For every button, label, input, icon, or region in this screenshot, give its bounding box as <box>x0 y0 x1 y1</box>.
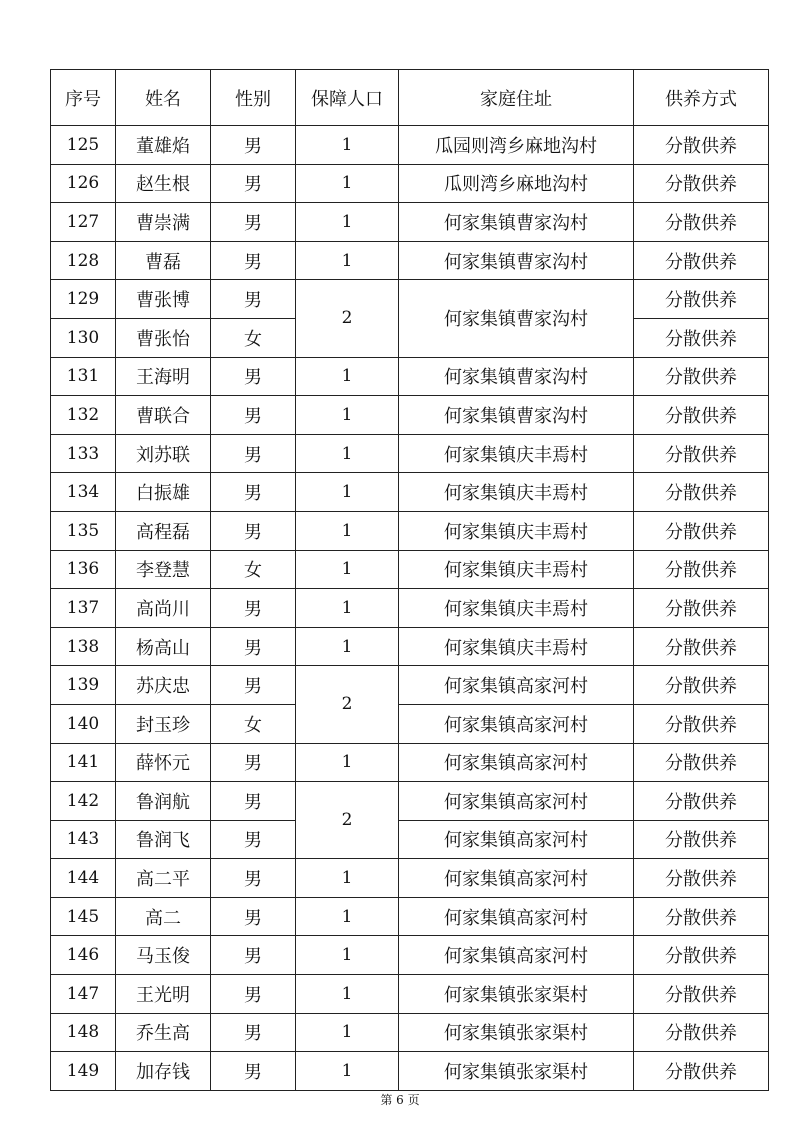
cell-serial-number: 145 <box>51 897 116 936</box>
table-row <box>51 1052 769 1091</box>
cell-gender: 男 <box>211 782 296 821</box>
cell-support-method: 分散供养 <box>634 743 769 782</box>
table-row <box>51 627 769 666</box>
cell-gender: 女 <box>211 704 296 743</box>
table-row <box>51 589 769 628</box>
cell-home-address: 何家集镇曹家沟村 <box>399 241 634 280</box>
cell-home-address: 何家集镇庆丰焉村 <box>399 627 634 666</box>
cell-gender: 男 <box>211 126 296 165</box>
cell-gender: 男 <box>211 203 296 242</box>
table-row <box>51 164 769 203</box>
cell-covered-persons: 2 <box>296 280 399 357</box>
cell-support-method: 分散供养 <box>634 473 769 512</box>
header-serial-number: 序号 <box>51 70 116 126</box>
table-row <box>51 782 769 821</box>
beneficiary-table <box>50 69 769 1091</box>
cell-covered-persons: 1 <box>296 936 399 975</box>
cell-serial-number: 133 <box>51 434 116 473</box>
cell-support-method: 分散供养 <box>634 550 769 589</box>
cell-serial-number: 130 <box>51 318 116 357</box>
cell-covered-persons: 1 <box>296 550 399 589</box>
header-name: 姓名 <box>116 70 211 126</box>
table-row <box>51 897 769 936</box>
cell-home-address: 何家集镇庆丰焉村 <box>399 550 634 589</box>
cell-name: 薛怀元 <box>116 743 211 782</box>
cell-gender: 男 <box>211 434 296 473</box>
table-row <box>51 126 769 165</box>
cell-support-method: 分散供养 <box>634 897 769 936</box>
cell-serial-number: 140 <box>51 704 116 743</box>
cell-support-method: 分散供养 <box>634 704 769 743</box>
cell-name: 加存钱 <box>116 1052 211 1091</box>
cell-serial-number: 135 <box>51 511 116 550</box>
cell-gender: 男 <box>211 473 296 512</box>
cell-gender: 男 <box>211 589 296 628</box>
cell-home-address: 何家集镇张家渠村 <box>399 1013 634 1052</box>
cell-covered-persons: 1 <box>296 627 399 666</box>
cell-serial-number: 147 <box>51 975 116 1014</box>
cell-covered-persons: 1 <box>296 1013 399 1052</box>
cell-support-method: 分散供养 <box>634 126 769 165</box>
cell-covered-persons: 1 <box>296 164 399 203</box>
cell-serial-number: 139 <box>51 666 116 705</box>
cell-home-address: 何家集镇张家渠村 <box>399 1052 634 1091</box>
table-row <box>51 936 769 975</box>
header-home-address: 家庭住址 <box>399 70 634 126</box>
header-gender: 性别 <box>211 70 296 126</box>
cell-serial-number: 143 <box>51 820 116 859</box>
cell-name: 曹联合 <box>116 396 211 435</box>
cell-serial-number: 148 <box>51 1013 116 1052</box>
cell-serial-number: 142 <box>51 782 116 821</box>
cell-gender: 男 <box>211 357 296 396</box>
cell-covered-persons: 2 <box>296 666 399 743</box>
cell-serial-number: 132 <box>51 396 116 435</box>
cell-gender: 男 <box>211 820 296 859</box>
table-row <box>51 666 769 705</box>
cell-home-address: 瓜则湾乡麻地沟村 <box>399 164 634 203</box>
cell-name: 高尚川 <box>116 589 211 628</box>
cell-home-address: 何家集镇高家河村 <box>399 859 634 898</box>
cell-support-method: 分散供养 <box>634 820 769 859</box>
cell-covered-persons: 1 <box>296 434 399 473</box>
table-row <box>51 473 769 512</box>
cell-covered-persons: 1 <box>296 203 399 242</box>
cell-gender: 男 <box>211 1013 296 1052</box>
cell-gender: 男 <box>211 627 296 666</box>
cell-home-address: 何家集镇张家渠村 <box>399 975 634 1014</box>
cell-home-address: 瓜园则湾乡麻地沟村 <box>399 126 634 165</box>
cell-support-method: 分散供养 <box>634 357 769 396</box>
table-row <box>51 357 769 396</box>
cell-covered-persons: 1 <box>296 126 399 165</box>
cell-support-method: 分散供养 <box>634 318 769 357</box>
header-covered-persons: 保障人口 <box>296 70 399 126</box>
cell-covered-persons: 1 <box>296 357 399 396</box>
cell-home-address: 何家集镇曹家沟村 <box>399 357 634 396</box>
cell-covered-persons: 1 <box>296 975 399 1014</box>
cell-serial-number: 137 <box>51 589 116 628</box>
table-header-row <box>51 70 769 126</box>
cell-serial-number: 127 <box>51 203 116 242</box>
table-row <box>51 1013 769 1052</box>
cell-home-address: 何家集镇庆丰焉村 <box>399 434 634 473</box>
cell-gender: 男 <box>211 1052 296 1091</box>
cell-support-method: 分散供养 <box>634 1052 769 1091</box>
cell-home-address: 何家集镇曹家沟村 <box>399 203 634 242</box>
table-row <box>51 820 769 859</box>
cell-support-method: 分散供养 <box>634 1013 769 1052</box>
cell-home-address: 何家集镇曹家沟村 <box>399 280 634 357</box>
page-number: 第 6 页 <box>380 1093 420 1107</box>
cell-support-method: 分散供养 <box>634 434 769 473</box>
table-row <box>51 550 769 589</box>
table-row <box>51 743 769 782</box>
cell-name: 鲁润飞 <box>116 820 211 859</box>
cell-name: 苏庆忠 <box>116 666 211 705</box>
cell-name: 杨高山 <box>116 627 211 666</box>
table-row <box>51 241 769 280</box>
cell-gender: 男 <box>211 396 296 435</box>
cell-support-method: 分散供养 <box>634 859 769 898</box>
table-row <box>51 975 769 1014</box>
cell-gender: 男 <box>211 511 296 550</box>
cell-name: 鲁润航 <box>116 782 211 821</box>
cell-gender: 男 <box>211 280 296 319</box>
cell-home-address: 何家集镇高家河村 <box>399 666 634 705</box>
cell-support-method: 分散供养 <box>634 511 769 550</box>
cell-support-method: 分散供养 <box>634 627 769 666</box>
cell-support-method: 分散供养 <box>634 280 769 319</box>
cell-gender: 男 <box>211 936 296 975</box>
cell-covered-persons: 1 <box>296 743 399 782</box>
header-support-method: 供养方式 <box>634 70 769 126</box>
cell-home-address: 何家集镇高家河村 <box>399 704 634 743</box>
cell-covered-persons: 1 <box>296 589 399 628</box>
cell-serial-number: 138 <box>51 627 116 666</box>
cell-serial-number: 129 <box>51 280 116 319</box>
cell-name: 曹张怡 <box>116 318 211 357</box>
table-row <box>51 203 769 242</box>
cell-support-method: 分散供养 <box>634 241 769 280</box>
table-row <box>51 434 769 473</box>
cell-serial-number: 125 <box>51 126 116 165</box>
cell-home-address: 何家集镇庆丰焉村 <box>399 589 634 628</box>
cell-gender: 男 <box>211 859 296 898</box>
cell-serial-number: 134 <box>51 473 116 512</box>
cell-gender: 女 <box>211 318 296 357</box>
cell-name: 封玉珍 <box>116 704 211 743</box>
cell-name: 董雄焰 <box>116 126 211 165</box>
cell-gender: 男 <box>211 164 296 203</box>
cell-serial-number: 128 <box>51 241 116 280</box>
cell-covered-persons: 1 <box>296 1052 399 1091</box>
cell-home-address: 何家集镇曹家沟村 <box>399 396 634 435</box>
cell-name: 曹崇满 <box>116 203 211 242</box>
cell-covered-persons: 1 <box>296 897 399 936</box>
cell-serial-number: 136 <box>51 550 116 589</box>
cell-name: 王光明 <box>116 975 211 1014</box>
cell-serial-number: 149 <box>51 1052 116 1091</box>
table-row <box>51 859 769 898</box>
cell-home-address: 何家集镇高家河村 <box>399 743 634 782</box>
cell-support-method: 分散供养 <box>634 782 769 821</box>
cell-support-method: 分散供养 <box>634 589 769 628</box>
cell-covered-persons: 1 <box>296 241 399 280</box>
cell-serial-number: 144 <box>51 859 116 898</box>
cell-home-address: 何家集镇高家河村 <box>399 820 634 859</box>
cell-support-method: 分散供养 <box>634 936 769 975</box>
cell-home-address: 何家集镇庆丰焉村 <box>399 473 634 512</box>
cell-name: 马玉俊 <box>116 936 211 975</box>
cell-name: 李登慧 <box>116 550 211 589</box>
cell-name: 曹张博 <box>116 280 211 319</box>
cell-support-method: 分散供养 <box>634 666 769 705</box>
table-body <box>51 126 769 1091</box>
cell-home-address: 何家集镇高家河村 <box>399 897 634 936</box>
cell-gender: 男 <box>211 666 296 705</box>
table-row <box>51 396 769 435</box>
table-row <box>51 280 769 319</box>
cell-name: 乔生高 <box>116 1013 211 1052</box>
cell-serial-number: 146 <box>51 936 116 975</box>
cell-support-method: 分散供养 <box>634 975 769 1014</box>
cell-name: 高程磊 <box>116 511 211 550</box>
cell-support-method: 分散供养 <box>634 203 769 242</box>
cell-gender: 男 <box>211 897 296 936</box>
cell-gender: 男 <box>211 975 296 1014</box>
cell-name: 王海明 <box>116 357 211 396</box>
table-row <box>51 704 769 743</box>
cell-serial-number: 131 <box>51 357 116 396</box>
cell-support-method: 分散供养 <box>634 164 769 203</box>
cell-gender: 女 <box>211 550 296 589</box>
cell-covered-persons: 1 <box>296 396 399 435</box>
cell-support-method: 分散供养 <box>634 396 769 435</box>
cell-name: 高二 <box>116 897 211 936</box>
cell-name: 白振雄 <box>116 473 211 512</box>
cell-covered-persons: 1 <box>296 859 399 898</box>
cell-home-address: 何家集镇庆丰焉村 <box>399 511 634 550</box>
cell-home-address: 何家集镇高家河村 <box>399 782 634 821</box>
cell-name: 曹磊 <box>116 241 211 280</box>
cell-covered-persons: 2 <box>296 782 399 859</box>
cell-name: 刘苏联 <box>116 434 211 473</box>
cell-covered-persons: 1 <box>296 511 399 550</box>
cell-gender: 男 <box>211 743 296 782</box>
table-row <box>51 511 769 550</box>
cell-serial-number: 141 <box>51 743 116 782</box>
cell-covered-persons: 1 <box>296 473 399 512</box>
cell-serial-number: 126 <box>51 164 116 203</box>
cell-gender: 男 <box>211 241 296 280</box>
cell-home-address: 何家集镇高家河村 <box>399 936 634 975</box>
cell-name: 赵生根 <box>116 164 211 203</box>
cell-name: 高二平 <box>116 859 211 898</box>
